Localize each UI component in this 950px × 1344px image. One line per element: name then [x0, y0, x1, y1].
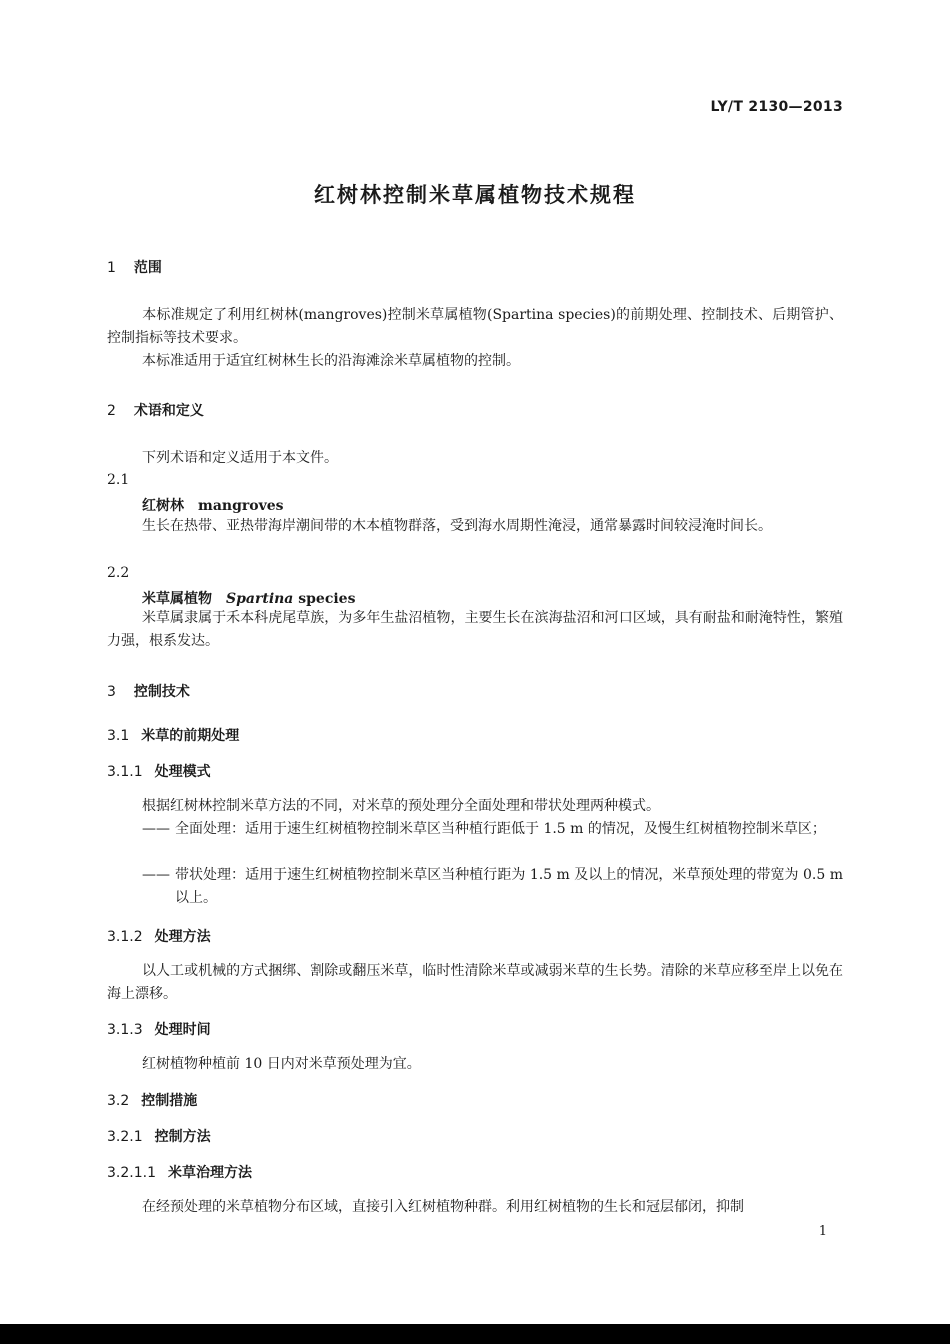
section-2-heading [107, 400, 204, 420]
paragraph-text: 生长在热带、亚热带海岸潮间带的木本植物群落，受到海水周期性淹浸，通常暴露时间较浸淹时间长。 [142, 518, 772, 534]
section-number: 3 [107, 684, 116, 700]
paragraph-text: 根据红树林控制米草方法的不同，对米草的预处理分全面处理和带状处理两种模式。 [142, 798, 660, 814]
section-3-1-1-heading [107, 761, 211, 781]
section-3-heading [107, 681, 190, 701]
section-3-2-heading [107, 1090, 197, 1110]
section-3-1-heading [107, 725, 239, 745]
term-2-1-name [142, 495, 284, 515]
dash-marker: —— [142, 821, 170, 837]
section-title: 术语和定义 [133, 403, 204, 419]
section-3-2-1-heading [107, 1126, 211, 1146]
list-item [142, 818, 843, 841]
term-2-2-number: 2.2 [107, 565, 130, 581]
term-english [226, 591, 355, 607]
paragraph-text: 本标准适用于适宜红树林生长的沿海滩涂米草属植物的控制。 [142, 353, 520, 369]
section-number: 3.1.3 [107, 1022, 143, 1038]
section-number: 3.2 [107, 1093, 130, 1109]
section-number: 3.1.1 [107, 764, 143, 780]
section-title: 处理方法 [154, 929, 211, 945]
paragraph-text: 红树植物种植前 10 日内对米草预处理为宜。 [142, 1056, 421, 1072]
section-3-2-1-1-paragraph [107, 1196, 843, 1219]
list-item-text: 全面处理：适用于速生红树植物控制米草区当种植行距低于 1.5 m 的情况，及慢生红树植物控制米草区； [175, 821, 826, 837]
section-1-paragraph-1 [107, 304, 843, 350]
paragraph-text: 下列术语和定义适用于本文件。 [142, 450, 338, 466]
paragraph-text: 以人工或机械的方式捆绑、割除或翻压米草，临时性清除米草或减弱米草的生长势。清除的米草应移至岸上以免在海上漂移。 [107, 963, 843, 1002]
section-number: 2 [107, 403, 116, 419]
section-title: 范围 [133, 260, 162, 276]
document-title: 红树林控制米草属植物技术规程 [314, 183, 636, 207]
term-2-2-name [142, 588, 355, 608]
term-chinese: 红树林 [142, 498, 184, 514]
section-title: 控制技术 [133, 684, 190, 700]
paragraph-text: 在经预处理的米草植物分布区域，直接引入红树植物种群。利用红树植物的生长和冠层郁闭，抑制 [142, 1199, 744, 1215]
section-3-1-3-heading [107, 1019, 211, 1039]
section-number: 3.2.1.1 [107, 1165, 156, 1181]
section-title: 控制方法 [154, 1129, 211, 1145]
section-3-1-2-paragraph [107, 960, 843, 1006]
paragraph-text: 米草属隶属于禾本科虎尾草族，为多年生盐沼植物，主要生长在滨海盐沼和河口区域，具有耐盐和耐淹特性，繁殖力强，根系发达。 [107, 610, 843, 649]
section-title: 米草的前期处理 [141, 728, 240, 744]
paragraph-text: 本标准规定了利用红树林(mangroves)控制米草属植物(Spartina species)的前期处理、控制技术、后期管护、控制指标等技术要求。 [107, 307, 843, 346]
section-number: 3.2.1 [107, 1129, 143, 1145]
term-2-1-definition [107, 515, 843, 538]
term-2-2-definition [107, 607, 843, 653]
list-item [142, 864, 843, 910]
section-3-2-1-1-heading [107, 1162, 252, 1182]
term-chinese: 米草属植物 [142, 591, 212, 607]
section-1-heading [107, 257, 162, 277]
section-3-1-2-heading [107, 926, 211, 946]
standard-code: LY/T 2130—2013 [710, 99, 843, 115]
list-item-text: 带状处理：适用于速生红树植物控制米草区当种植行距为 1.5 m 及以上的情况，米草预处理的带宽为 0.5 m 以上。 [175, 867, 843, 906]
term-english-rest: species [298, 591, 356, 607]
section-3-1-1-paragraph [107, 795, 843, 818]
section-number: 3.1.2 [107, 929, 143, 945]
section-3-1-3-paragraph [107, 1053, 843, 1076]
term-english: mangroves [198, 498, 284, 514]
dash-marker: —— [142, 867, 170, 883]
section-2-intro [107, 447, 843, 470]
section-number: 3.1 [107, 728, 130, 744]
term-2-1-number: 2.1 [107, 472, 130, 488]
term-english-italic: Spartina [226, 591, 294, 607]
section-title: 控制措施 [141, 1093, 198, 1109]
section-title: 处理模式 [154, 764, 211, 780]
bottom-edge-bar [0, 1324, 950, 1344]
page-number: 1 [818, 1224, 827, 1239]
section-number: 1 [107, 260, 116, 276]
section-title: 米草治理方法 [167, 1165, 252, 1181]
section-title: 处理时间 [154, 1022, 211, 1038]
section-1-paragraph-2 [107, 350, 843, 373]
